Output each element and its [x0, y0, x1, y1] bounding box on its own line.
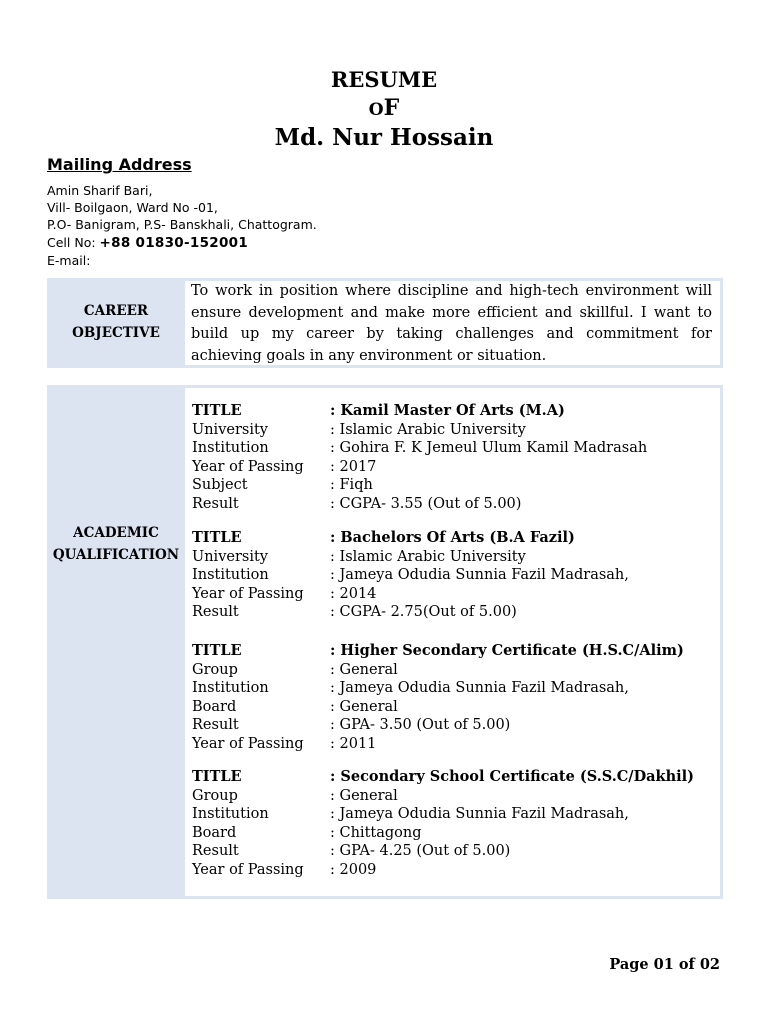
field-value: : Jameya Odudia Sunnia Fazil Madrasah,	[330, 806, 629, 823]
career-label-line-1: CAREER	[83, 303, 149, 319]
field-label: Institution	[192, 567, 269, 584]
field-value: : Fiqh	[330, 477, 373, 494]
academic-label-line-1: ACADEMIC	[73, 525, 159, 541]
candidate-name: Md. Nur Hossain	[274, 124, 494, 151]
field-value: : CGPA- 2.75(Out of 5.00)	[330, 604, 517, 621]
field-value: : Jameya Odudia Sunnia Fazil Madrasah,	[330, 567, 629, 584]
field-value: : Secondary School Certificate (S.S.C/Dakhil)	[330, 768, 695, 785]
address-line-3: P.O- Banigram, P.S- Banskhali, Chattogram.	[47, 217, 317, 232]
field-label: Group	[192, 661, 238, 678]
field-value: : 2009	[330, 861, 377, 878]
field-label: Result	[192, 604, 239, 621]
field-label: Institution	[192, 680, 269, 697]
field-label: Result	[192, 495, 239, 512]
field-label: Board	[192, 824, 237, 841]
field-value: : CGPA- 3.55 (Out of 5.00)	[330, 495, 522, 512]
of-prefix: O	[368, 100, 384, 120]
field-value: : General	[330, 787, 398, 804]
field-value: : General	[330, 661, 398, 678]
field-value: : Kamil Master Of Arts (M.A)	[330, 402, 565, 419]
field-value: : 2011	[330, 735, 377, 752]
field-value: : Chittagong	[330, 824, 422, 841]
academic-label-line-2: QUALIFICATION	[52, 547, 180, 563]
field-label: Subject	[192, 477, 248, 494]
academic-qualification-content	[185, 388, 720, 896]
field-label: TITLE	[192, 529, 242, 546]
field-label: Institution	[192, 440, 269, 457]
field-label: Result	[192, 717, 239, 734]
field-value: : 2017	[330, 458, 377, 475]
field-label: Institution	[192, 806, 269, 823]
cell-number	[47, 234, 248, 252]
address-line-1: Amin Sharif Bari,	[47, 183, 153, 198]
field-value: : 2014	[330, 585, 377, 602]
field-value: : Gohira F. K Jemeul Ulum Kamil Madrasah	[330, 440, 648, 457]
field-value: : Bachelors Of Arts (B.A Fazil)	[330, 529, 575, 546]
page-number: Page 01 of 02	[609, 956, 720, 973]
field-value: : General	[330, 698, 398, 715]
field-value: : GPA- 3.50 (Out of 5.00)	[330, 717, 511, 734]
email-label: E-mail:	[47, 253, 91, 268]
field-value: : Islamic Arabic University	[330, 548, 526, 565]
career-objective-text: To work in position where discipline and high-tech environment will ensure development and make more efficient and skillful. I want to build up my career by taking challenges and commitment for achieving goals in any environment or situation.	[191, 283, 712, 364]
resume-title: RESUME	[330, 67, 438, 92]
career-label-line-2: OBJECTIVE	[72, 325, 160, 341]
field-value: : Islamic Arabic University	[330, 421, 526, 438]
field-label: Year of Passing	[192, 458, 304, 475]
mailing-address-heading: Mailing Address	[47, 155, 192, 174]
field-label: Group	[192, 787, 238, 804]
field-label: TITLE	[192, 402, 242, 419]
field-label: University	[192, 421, 268, 438]
field-label: Result	[192, 843, 239, 860]
field-value: : GPA- 4.25 (Out of 5.00)	[330, 843, 511, 860]
field-label: Year of Passing	[192, 861, 304, 878]
address-line-2: Vill- Boilgaon, Ward No -01,	[47, 200, 218, 215]
cell-label: Cell No:	[47, 235, 100, 250]
field-label: Year of Passing	[192, 735, 304, 752]
career-objective-content	[185, 281, 720, 365]
field-label: TITLE	[192, 642, 242, 659]
field-label: Board	[192, 698, 237, 715]
of-rest: F	[383, 95, 400, 121]
field-value: : Higher Secondary Certificate (H.S.C/Alim)	[330, 642, 684, 659]
field-label: University	[192, 548, 268, 565]
academic-qualification-section	[47, 385, 723, 899]
academic-qualification-label	[47, 522, 185, 566]
field-label: Year of Passing	[192, 585, 304, 602]
career-objective-section	[47, 278, 723, 368]
resume-of	[0, 95, 768, 121]
field-value: : Jameya Odudia Sunnia Fazil Madrasah,	[330, 680, 629, 697]
career-objective-label	[47, 300, 185, 344]
field-label: TITLE	[192, 768, 242, 785]
cell-value: +88 01830-152001	[99, 235, 249, 251]
